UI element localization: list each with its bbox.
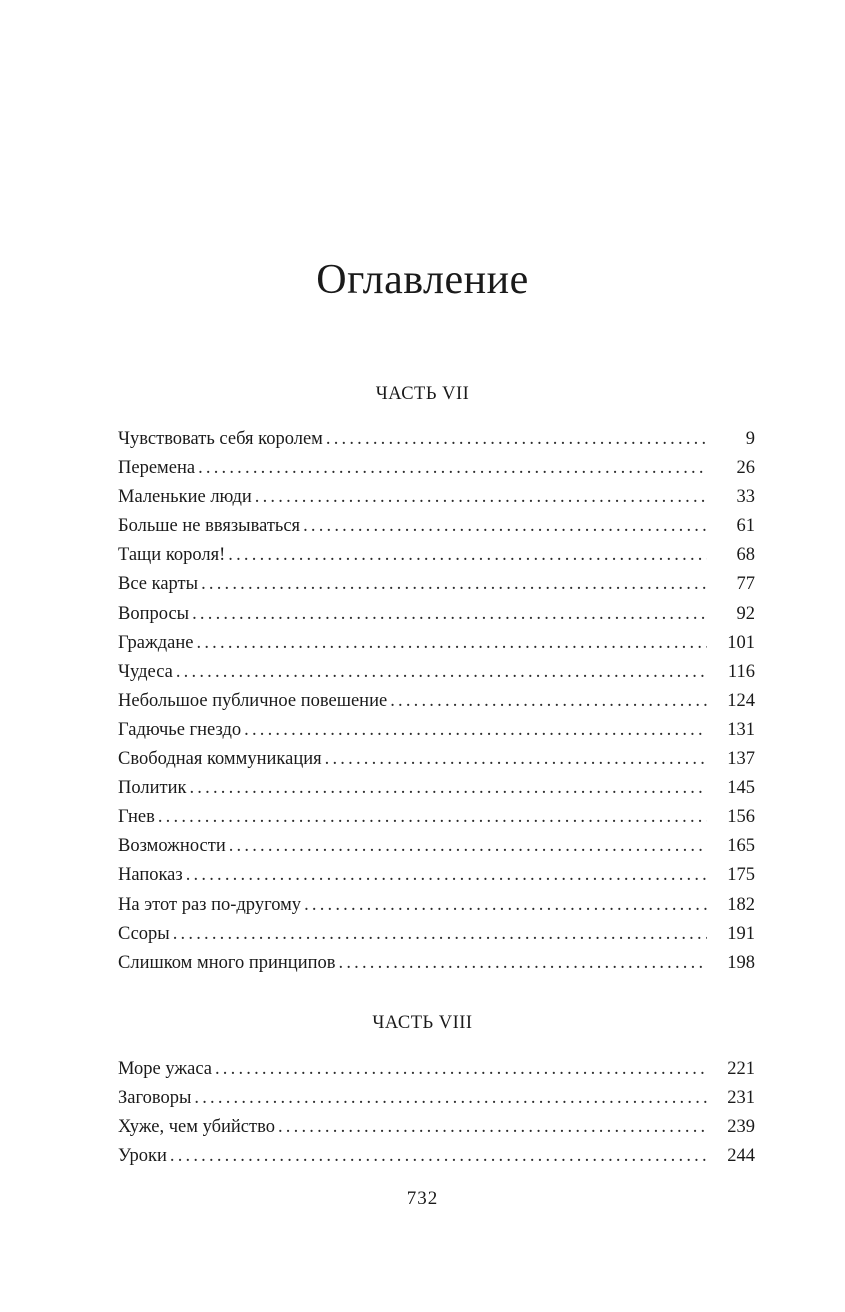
toc-entry-page: 131 [727,719,755,740]
dot-leader [194,1084,707,1113]
dot-leader [197,629,707,658]
toc-entry[interactable] [118,425,755,454]
toc-entry[interactable] [118,629,755,658]
toc-entry[interactable] [118,600,755,629]
dot-leader [244,716,707,745]
toc-entry[interactable] [118,716,755,745]
toc-entry[interactable] [118,1142,755,1171]
toc-entry[interactable] [118,570,755,599]
toc-entry-page: 191 [727,923,755,944]
toc-entry-title: Граждане [118,632,194,653]
toc-entry[interactable] [118,861,755,890]
dot-leader [176,658,707,687]
toc-entry-page: 165 [727,836,755,857]
toc-entry[interactable] [118,687,755,716]
dot-leader [278,1113,707,1142]
dot-leader [339,949,708,978]
toc-entry[interactable] [118,949,755,978]
dot-leader [170,1142,707,1171]
toc-entry-page: 221 [727,1059,755,1079]
dot-leader [255,483,707,512]
toc-entry-page: 198 [727,952,755,973]
toc-entry-page: 116 [727,661,755,682]
dot-leader [186,861,707,890]
part-heading-8: ЧАСТЬ VIII [372,1013,473,1033]
toc-entry-page: 239 [727,1117,755,1138]
toc-entry-page: 182 [727,894,755,915]
toc-entry[interactable] [118,1055,755,1084]
toc-entry-title: Море ужаса [118,1059,212,1079]
toc-entry-title: Заговоры [118,1088,192,1109]
toc-entry[interactable] [118,1113,755,1142]
toc-entry[interactable] [118,541,755,570]
toc-entry[interactable] [118,774,755,803]
dot-leader [189,774,707,803]
dot-leader [201,570,707,599]
toc-entry-title: Небольшое публичное повешение [118,690,388,711]
toc-entry-title: Свободная коммуникация [118,749,322,770]
toc-entry-page: 61 [736,516,755,537]
toc-entry-page: 33 [736,487,755,508]
toc-list-part-8 [118,1055,755,1171]
toc-entry[interactable] [118,658,755,687]
toc-entry-title: Хуже, чем убийство [118,1117,275,1138]
dot-leader [158,803,707,832]
toc-entry-page: 9 [745,429,755,449]
page-number: 732 [406,1188,439,1209]
toc-entry[interactable] [118,512,755,541]
toc-entry-title: Уроки [118,1146,167,1167]
toc-entry-title: Маленькие люди [118,487,252,508]
toc-list-part-7 [118,425,755,978]
toc-entry-page: 77 [736,574,755,595]
toc-entry[interactable] [118,920,755,949]
toc-entry[interactable] [118,891,755,920]
toc-entry-title: Больше не ввязываться [118,516,301,537]
page-title: Оглавление [316,257,529,303]
dot-leader [326,425,707,454]
toc-entry[interactable] [118,832,755,861]
dot-leader [228,541,707,570]
dot-leader [325,745,707,774]
toc-entry-page: 124 [727,690,755,711]
toc-entry-title: Все карты [118,574,199,595]
toc-entry-page: 175 [727,865,755,886]
dot-leader [215,1055,707,1084]
toc-entry-page: 137 [727,749,755,770]
toc-entry-title: Перемена [118,458,196,479]
toc-entry[interactable] [118,1084,755,1113]
toc-entry[interactable] [118,803,755,832]
toc-entry-title: Слишком много принципов [118,952,336,973]
part-heading-7: ЧАСТЬ VII [375,384,470,404]
toc-entry[interactable] [118,745,755,774]
toc-entry-title: Напоказ [118,865,183,886]
dot-leader [173,920,707,949]
toc-entry-title: Ссоры [118,923,170,944]
dot-leader [229,832,707,861]
toc-entry-title: Возможности [118,836,226,857]
toc-entry-title: Чудеса [118,661,173,682]
toc-entry-title: Гадючье гнездо [118,719,242,740]
toc-entry-title: Вопросы [118,603,190,624]
toc-entry-page: 156 [727,807,755,828]
toc-entry-title: Гнев [118,807,155,828]
toc-entry-title: Политик [118,778,187,799]
dot-leader [198,454,707,483]
toc-entry-page: 92 [736,603,755,624]
toc-entry[interactable] [118,483,755,512]
toc-entry-page: 244 [727,1146,755,1167]
dot-leader [192,600,707,629]
toc-entry-page: 145 [727,778,755,799]
toc-entry-page: 26 [736,458,755,479]
toc-entry-title: Чувствовать себя королем [118,429,323,449]
dot-leader [304,891,707,920]
toc-entry-page: 231 [727,1088,755,1109]
toc-entry-page: 68 [736,545,755,566]
dot-leader [390,687,707,716]
toc-entry-page: 101 [727,632,755,653]
dot-leader [303,512,707,541]
toc-entry[interactable] [118,454,755,483]
toc-entry-title: На этот раз по-другому [118,894,302,915]
toc-entry-title: Тащи короля! [118,545,226,566]
